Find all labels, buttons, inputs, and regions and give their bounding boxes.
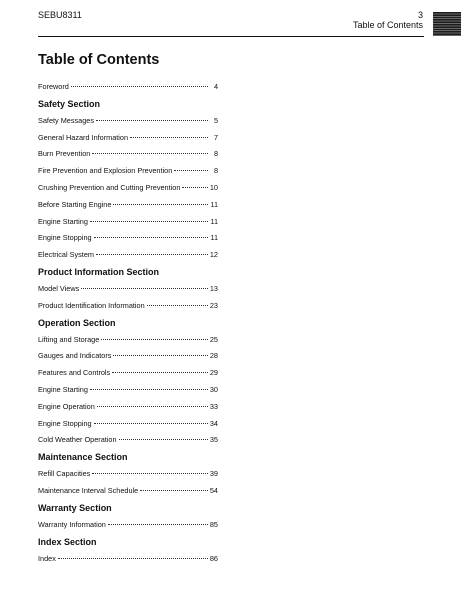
toc-entry-label: Engine Stopping [38,233,92,243]
toc-leader-dots [90,389,208,390]
toc-entry[interactable] [38,399,218,416]
toc-entry-page: 8 [213,166,218,176]
toc-entry-page: 29 [209,368,218,378]
toc-entry-label: Before Starting Engine [38,199,112,209]
toc-entry-page: 12 [209,250,218,260]
toc-entry[interactable] [38,214,218,231]
toc-entry-label: Safety Messages [38,115,94,125]
toc-leader-dots [94,423,208,424]
header-divider [38,36,424,37]
toc-entry[interactable] [38,348,218,365]
toc-entry-label: Fire Prevention and Explosion Prevention [38,166,173,176]
toc-entry-label: Warranty Information [38,519,106,529]
toc-entry-label: Model Views [38,283,80,293]
toc-entry-page: 54 [209,485,218,495]
toc-leader-dots [113,355,207,356]
toc-entry-page: 30 [209,384,218,394]
toc-entry[interactable] [38,79,218,96]
table-of-contents [38,79,218,567]
toc-entry[interactable] [38,230,218,247]
toc-leader-dots [182,187,208,188]
toc-entry-page: 13 [209,283,218,293]
toc-leader-dots [147,305,208,306]
toc-entry[interactable] [38,416,218,433]
toc-entry-page: 33 [209,401,218,411]
toc-leader-dots [97,406,208,407]
toc-entry-page: 8 [213,149,218,159]
toc-entry[interactable] [38,247,218,264]
toc-entry-page: 34 [209,418,218,428]
toc-entry[interactable] [38,432,218,449]
toc-entry-label: Product Identification Information [38,300,145,310]
toc-entry-label: Burn Prevention [38,149,91,159]
toc-leader-dots [119,439,208,440]
toc-entry-page: 85 [209,519,218,529]
toc-entry-label: Engine Starting [38,384,88,394]
toc-leader-dots [58,558,208,559]
toc-entry-label: Foreword [38,82,69,91]
toc-leader-dots [113,204,208,205]
toc-entry[interactable] [38,517,218,534]
page-number: 3 [417,10,423,20]
toc-entry[interactable] [38,163,218,180]
toc-entry-label: Cold Weather Operation [38,435,117,445]
toc-entry[interactable] [38,551,218,568]
toc-leader-dots [112,372,208,373]
toc-leader-dots [130,137,208,138]
toc-leader-dots [92,153,208,154]
section-thumb-tab [433,12,461,36]
document-id: SEBU8311 [38,10,82,20]
toc-entry-page: 11 [210,216,218,226]
toc-leader-dots [140,490,208,491]
toc-entry-page: 28 [209,351,218,361]
toc-entry-label: Engine Operation [38,401,95,411]
toc-entry-page: 7 [213,132,218,142]
toc-entry[interactable] [38,130,218,147]
toc-entry[interactable] [38,281,218,298]
toc-entry-label: Index [38,553,56,563]
toc-leader-dots [96,120,208,121]
toc-entry-page: 11 [210,199,218,209]
toc-entry[interactable] [38,113,218,130]
toc-leader-dots [101,339,208,340]
toc-entry-label: Engine Starting [38,216,88,226]
toc-leader-dots [96,254,208,255]
toc-entry-label: Gauges and Indicators [38,351,112,361]
toc-entry[interactable] [38,382,218,399]
toc-leader-dots [90,221,208,222]
toc-entry-label: Lifting and Storage [38,334,100,344]
toc-section-heading: Index Section [38,536,97,547]
toc-leader-dots [108,524,208,525]
toc-entry[interactable] [38,466,218,483]
toc-entry-label: Engine Stopping [38,418,92,428]
toc-entry-page: 5 [213,115,218,125]
toc-leader-dots [94,237,208,238]
toc-entry[interactable] [38,483,218,500]
toc-leader-dots [81,288,208,289]
toc-entry-label: Crushing Prevention and Cutting Prevention [38,182,181,192]
toc-leader-dots [71,86,208,87]
toc-entry-page: 86 [209,553,218,563]
toc-entry-page: 35 [209,435,218,445]
toc-leader-dots [92,473,208,474]
toc-section-heading: Warranty Section [38,502,112,513]
toc-entry-label: Features and Controls [38,368,111,378]
toc-entry[interactable] [38,332,218,349]
toc-section-heading: Operation Section [38,317,116,328]
toc-entry-page: 11 [210,233,218,243]
toc-section-heading: Maintenance Section [38,452,128,463]
toc-entry[interactable] [38,365,218,382]
toc-entry-label: Maintenance Interval Schedule [38,485,139,495]
toc-section-heading: Product Information Section [38,266,160,277]
toc-entry[interactable] [38,197,218,214]
page-header-right [353,10,423,30]
toc-entry-page: 25 [209,334,218,344]
toc-entry-label: Electrical System [38,250,94,260]
toc-entry[interactable] [38,146,218,163]
toc-entry-label: General Hazard Information [38,132,129,142]
toc-entry-label: Refill Capacities [38,469,91,479]
toc-entry-page: 23 [209,300,218,310]
running-title: Table of Contents [352,20,423,30]
toc-section-heading: Safety Section [38,98,101,109]
toc-entry[interactable] [38,298,218,315]
toc-entry[interactable] [38,180,218,197]
toc-entry-page: 39 [209,469,218,479]
toc-entry-page: 10 [209,182,218,192]
toc-leader-dots [174,170,208,171]
page-title: Table of Contents [38,52,160,68]
toc-entry-page: 4 [213,82,218,91]
